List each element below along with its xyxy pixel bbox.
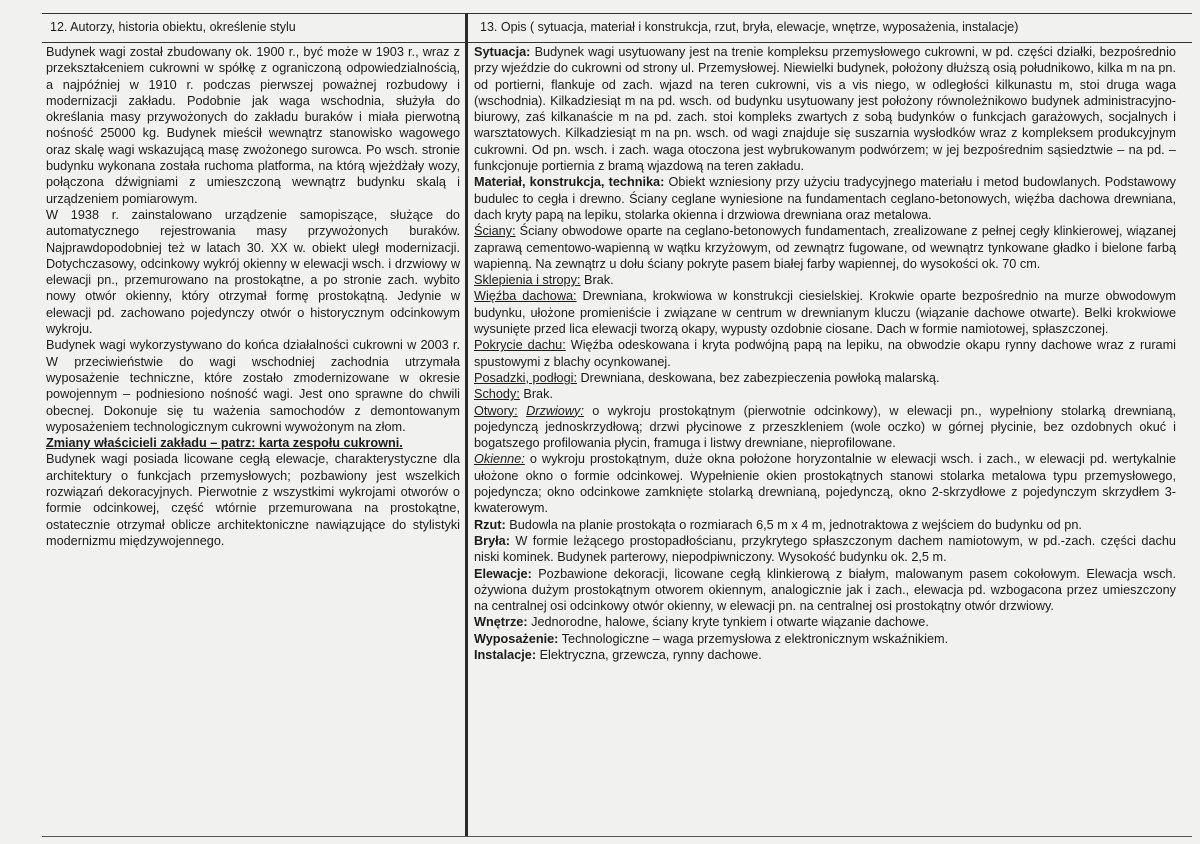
wnetrze-label: Wnętrze: [474, 615, 528, 630]
instalacje-section [474, 647, 1176, 663]
history-paragraph: Budynek wagi wykorzystywano do końca działalności cukrowni w 2003 r. W przeciwieństwie do wagi wschodniej zachodnia utrzymała wyposażenie techniczne, które zostało zmodernizowane w okresie powojennym – podniesiono nośność wagi. Jest ono sprawne do chwili obecnej. Dokonuje się tu ważenia samochodów z demontowanym wyposażeniem technologicznym cukrowni wywożonym na złom. [46, 338, 460, 434]
okienne-text: o wykroju prostokątnym, duże okna położone horyzontalnie w elewacji wsch. i zach., w elewacji pd. wertykalnie ułożone okno o formie odcinkowej. Wypełnienie okien prostokątnych stanowi stolarka metalowa typu przemysłowego, pojedyncza; okno odcinkowe zamknięte stolarką drewnianą, pojedynczą, okno 2-skrzydłowe z pojedynczym skrzydłem 3-kwaterowym. [474, 452, 1176, 516]
history-paragraph: Budynek wagi został zbudowany ok. 1900 r., być może w 1903 r., wraz z przekształceniem cukrowni w spółkę z ograniczoną odpowiedzialnością, a najpóźniej w 1910 r. podczas pierwszej poważnej rozbudowy i modernizacji zakładu. Podobnie jak waga wschodnia, służyła do określania masy przywożonych do zakładu buraków i miała pierwotną nośność 25000 kg. Budynek mieścił wewnątrz stanowisko wagowego oraz skalę wagi wskazującą masę zwożonego surowca. Po wsch. stronie budynku wykonana została ruchoma platforma, na którą wjeżdżały wozy, połączona dźwigniami z umieszczoną wewnątrz budynku skalą i urządzeniem pomiarowym. [46, 45, 460, 206]
posadzki-text: Drewniana, deskowana, bez zabezpieczenia powłoką malarską. [576, 370, 940, 385]
rzut-text: Budowla na planie prostokąta o rozmiarach 6,5 m x 4 m, jednotraktowa z wejściem do budynku od pn. [505, 517, 1082, 532]
elewacje-section [474, 566, 1176, 615]
schody-section [474, 386, 1176, 402]
wnetrze-section [474, 614, 1176, 630]
elewacje-text: Pozbawione dekoracji, licowane cegłą klinkierową z białym, malowanym pasem cokołowym. Elewacja wsch. ożywiona dużym prostokątnym otworem okiennym, analogicznie jak i zach., elewacja pd. wzbogacona przez umieszczony na centralnej osi odcinkowy otwór okienny, w elewacji pn. na centralnej osi prostokątny otwór drzwiowy. [474, 566, 1176, 614]
drzwiowy-label: Drzwiowy: [526, 403, 584, 418]
posadzki-label: Posadzki, podłogi: [474, 370, 577, 385]
rzut-label: Rzut: [474, 517, 506, 532]
bryla-section [474, 533, 1176, 566]
otwory-label: Otwory: [474, 403, 518, 418]
bryla-text: W formie leżącego prostopadłościanu, przykrytego spłaszczonym dachem namiotowym, w pd.-zach. części dachu niski kominek. Budynek parterowy, niepodpiwniczony. Wysokość budynku ok. 2,5 m. [474, 533, 1176, 565]
bryla-label: Bryła: [474, 533, 510, 548]
sytuacja-text: Budynek wagi usytuowany jest na trenie kompleksu przemysłowego cukrowni, w pd. części działki, bezpośrednio przy wjeździe do cukrowni od strony ul. Przemysłowej. Niewielki budynek, położony dłuższą osią południkowo, kilka m na pn. od portierni, flankuje od zach. wjazd na teren cukrowni, vis a vis niego, w odległości kilkunastu m, stoi druga waga (wschodnia). Kilkadziesiąt m na pd. wsch. od budynku usytuowany jest położony równoleżnikowo budynek administracyjno-biurowy, zaś kilkanaście m na pd. zach. stoi kompleks zwartych z sobą budynków o funkcjach garażowych, socjalnych i warsztatowych. Kilkadziesiąt m na pn. wsch. od wagi znajduje się suszarnia wysłodków wraz z kompleksem produkcyjnym cukrowni. Od pn. wsch. i zach. waga otoczona jest wybrukowanym podwórzem; w jej bezpośrednim sąsiedztwie – na pd. – funkcjonuje portiernia z bramą wjazdową na teren zakładu. [474, 45, 1176, 174]
wiezba-label: Więźba dachowa: [474, 289, 577, 304]
okienne-section [474, 451, 1176, 516]
wyposazenie-text: Technologiczne – waga przemysłowa z elektronicznym wskaźnikiem. [558, 631, 949, 646]
wiezba-section [474, 288, 1176, 337]
instalacje-text: Elektryczna, grzewcza, rynny dachowe. [536, 647, 762, 662]
header-bottom-rule [42, 42, 1192, 43]
section-12-header: 12. Autorzy, historia obiektu, określenie stylu [50, 20, 296, 34]
rzut-section [474, 517, 1176, 533]
footer-rule [42, 836, 1192, 837]
section-13-header: 13. Opis ( sytuacja, materiał i konstrukcja, rzut, bryła, elewacje, wnętrze, wyposażenia, instalacje) [480, 20, 1019, 34]
pokrycie-text: Więźba odeskowana i kryta podwójną papą na lepiku, na obwodzie okapu rynny dachowe wraz z rurami spustowymi z blachy ocynkowanej. [474, 338, 1176, 369]
posadzki-section [474, 370, 1176, 386]
sklepienia-label: Sklepienia i stropy: [474, 273, 581, 288]
owners-note: Zmiany właścicieli zakładu – patrz: karta zespołu cukrowni. [46, 436, 403, 451]
history-column [46, 44, 460, 549]
sytuacja-label: Sytuacja: [474, 45, 531, 59]
sciany-text: Ściany obwodowe oparte na ceglano-betonowych fundamentach, zrealizowane z pełnej cegły klinkierowej, wiązanej zaprawą cementowo-wapienną w wątku krzyżowym, od zewnątrz fugowane, od wewnątrz tynkowane gładko i bielone farbą wapienną. Na zewnątrz u dołu ściany pokryte pasem białej farby wapiennej, do wysokości ok. 70 cm. [474, 224, 1176, 271]
wnetrze-text: Jednorodne, halowe, ściany kryte tynkiem i otwarte wiązanie dachowe. [527, 615, 929, 630]
wyposazenie-section [474, 631, 1176, 647]
sklepienia-section [474, 272, 1176, 288]
wyposazenie-label: Wyposażenie: [474, 631, 559, 646]
drzwiowy-text: o wykroju prostokątnym (pierwotnie odcinkowy), w elewacji pn., wypełniony stolarką drewnianą, pojedynczą jednoskrzydłową; drzwi płycinowe z przeszkleniem (wole oczko) w górnej płycinie, bez ozdobnych okuć i bogatszego profilowania płycin, framuga i listwy drewniane, nieprofilowane. [474, 403, 1176, 451]
material-text: Obiekt wzniesiony przy użyciu tradycyjnego materiału i metod budowlanych. Podstawowy budulec to cegła i drewno. Ściany ceglane wyniesione na fundamentach ceglano-betonowych, więźba dachowa drewniana, dach kryty papą na lepiku, stolarka okienna i drzwiowa drewniana oraz metalowa. [474, 175, 1177, 222]
schody-text: Brak. [519, 387, 553, 402]
sciany-label: Ściany: [474, 224, 516, 239]
sklepienia-text: Brak. [580, 273, 614, 288]
sytuacja-section [474, 44, 1176, 174]
schody-label: Schody: [474, 387, 520, 402]
wiezba-text: Drewniana, krokwiowa w konstrukcji ciesielskiej. Krokwie oparte bezpośrednio na murze obwodowym budynku, ułożone promieniście i związane w centrum w drewnianym kluczu (wiązanie dachowe otwarte). Belki krokwiowe wysunięte przed lica elewacji tworzą okapy, wypusty ozdobnie ciosane. Dach w formie namiotowej, spłaszczonej. [474, 289, 1176, 337]
instalacje-label: Instalacje: [474, 647, 537, 662]
style-paragraph: Budynek wagi posiada licowane cegłą elewacje, charakterystyczne dla architektury o funkcjach przemysłowych; pozbawiony jest wszelkich rozwiązań dekoracyjnych. Pierwotnie z wszystkimi wykrojami otworów o formie odcinkowej, część wtórnie przemurowana na prostokątne, ostatecznie otrzymał oblicze architektoniczne nawiązujące do stylistyki modernizmu międzywojennego. [46, 452, 460, 548]
elewacje-label: Elewacje: [474, 566, 532, 581]
description-column [474, 44, 1176, 663]
history-paragraph: W 1938 r. zainstalowano urządzenie samopiszące, służące do automatycznego rejestrowania masy przywożonych buraków. Najprawdopodobniej też w latach 30. XX w. obiekt uległ modernizacji. Dotychczasowy, odcinkowy wykrój okienny w elewacji wsch. i drzwiowy w elewacji pn., przemurowano na prostokątne, a po stronie zach. wybito nowy otwór okienny, który otrzymał formę prostokątną. Jedynie w elewacji pd. zachowano pojedynczy otwór o historycznym odcinkowym wykroju. [46, 207, 460, 337]
material-label: Materiał, konstrukcja, technika: [474, 175, 665, 190]
pokrycie-section [474, 337, 1176, 370]
okienne-label: Okienne: [474, 452, 525, 467]
material-section [474, 174, 1176, 223]
pokrycie-label: Pokrycie dachu: [474, 338, 566, 353]
otwory-section [474, 403, 1176, 452]
sciany-section [474, 223, 1176, 272]
column-divider [465, 13, 468, 837]
